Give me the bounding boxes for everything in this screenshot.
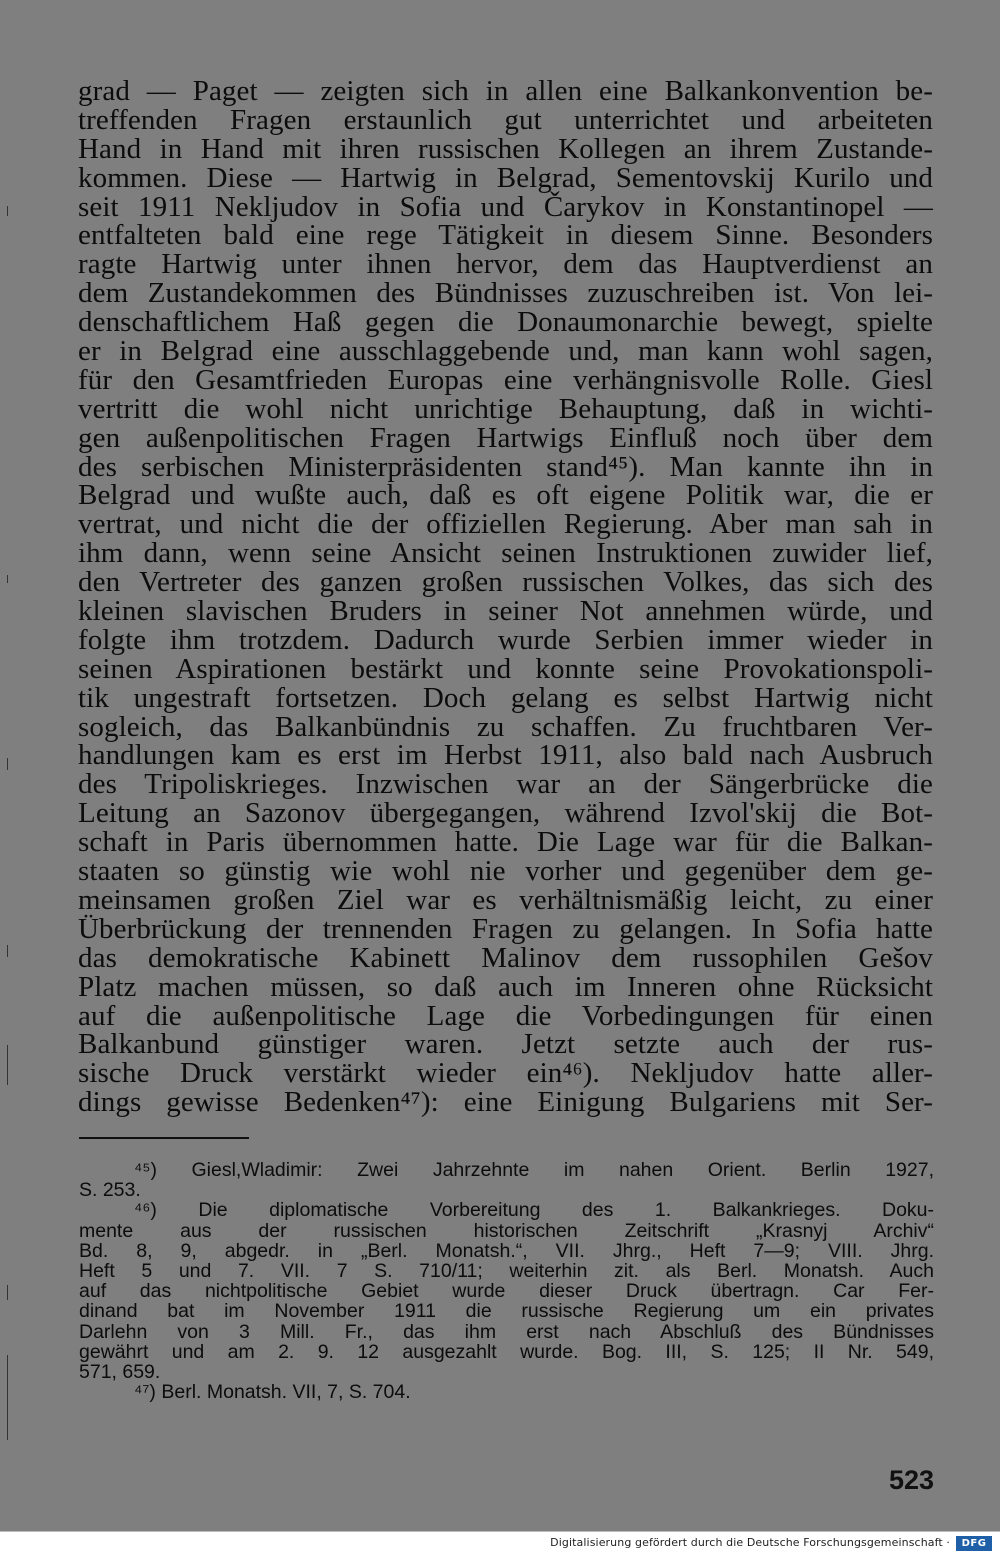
footnote-line: dinand bat im November 1911 die russische Regierung um ein privates — [79, 1300, 934, 1323]
text-line: für den Gesamtfrieden Europas eine verhängnisvolle Rolle. Giesl — [78, 363, 933, 396]
margin-mark — [7, 1285, 8, 1300]
margin-mark — [7, 575, 8, 583]
text-line: Belgrad und wußte auch, daß es oft eigene Politik war, die er — [78, 479, 933, 512]
text-line: kommen. Diese — Hartwig in Belgrad, Sementovskij Kurilo und — [78, 161, 933, 194]
text-line: treffenden Fragen erstaunlich gut unterrichtet und arbeiteten — [78, 103, 933, 136]
text-line: Hand in Hand mit ihren russischen Kollegen an ihrem Zustande- — [78, 132, 933, 165]
margin-mark — [7, 1355, 8, 1440]
text-line: Balkanbund günstiger waren. Jetzt setzte auch der rus- — [78, 1028, 933, 1061]
text-line: handlungen kam es erst im Herbst 1911, also bald nach Ausbruch — [78, 739, 933, 772]
text-line: dings gewisse Bedenken⁴⁷): eine Einigung Bulgariens mit Ser- — [78, 1086, 933, 1119]
margin-mark — [7, 758, 8, 770]
text-line: ihm dann, wenn seine Ansicht seinen Instruktionen zuwider lief, — [78, 537, 933, 570]
text-line: vertrat, und nicht die der offiziellen Regierung. Aber man sah in — [78, 508, 933, 541]
text-line: Platz machen müssen, so daß auch im Inneren ohne Rücksicht — [78, 970, 933, 1003]
text-line: Überbrückung der trennenden Fragen zu gelangen. In Sofia hatte — [78, 912, 933, 945]
text-line: schaft in Paris übernommen hatte. Die Lage war für die Balkan- — [78, 826, 933, 859]
text-line: grad — Paget — zeigten sich in allen eine Balkankonvention be- — [78, 75, 933, 107]
footnote-line: S. 253. — [79, 1179, 141, 1202]
text-line: sogleich, das Balkanbündnis zu schaffen. Zu fruchtbaren Ver- — [78, 710, 933, 743]
footnote-line: Bd. 8, 9, abgedr. in „Berl. Monatsh.“, VII. Jhrg., Heft 7—9; VIII. Jhrg. — [79, 1239, 934, 1262]
footnote-line: 571, 659. — [79, 1360, 161, 1383]
text-line: Leitung an Sazonov übergegangen, während Izvol'skij die Bot- — [78, 797, 933, 830]
text-line: auf die außenpolitische Lage die Vorbedingungen für einen — [78, 999, 933, 1032]
footnote-separator — [79, 1137, 249, 1139]
text-line: kleinen slavischen Bruders in seiner Not annehmen würde, und — [78, 595, 933, 628]
text-line: des serbischen Ministerpräsidenten stand⁴⁵). Man kannte ihn in — [78, 450, 933, 483]
footnote-line: ⁴⁶) Die diplomatische Vorbereitung des 1. Balkankrieges. Doku- — [134, 1199, 934, 1222]
text-line: staaten so günstig wie wohl nie vorher und gegenüber dem ge- — [78, 855, 933, 888]
footnote-line: mente aus der russischen historischen Zeitschrift „Krasnyj Archiv“ — [79, 1219, 934, 1242]
text-line: seinen Aspirationen bestärkt und konnte seine Provokationspoli- — [78, 652, 933, 685]
text-line: folgte ihm trotzdem. Dadurch wurde Serbien immer wieder in — [78, 623, 933, 656]
digitization-footer — [0, 1531, 1000, 1556]
page-number: 523 — [888, 1465, 934, 1495]
text-line: vertritt die wohl nicht unrichtige Behauptung, daß in wichti- — [78, 392, 933, 425]
footer-credit: Digitalisierung gefördert durch die Deutsche Forschungsgemeinschaft · — [550, 1536, 950, 1549]
text-line: dem Zustandekommen des Bündnisses zuzuschreiben ist. Von lei- — [78, 277, 933, 310]
text-line: den Vertreter des ganzen großen russischen Volkes, das sich des — [78, 566, 933, 599]
footnote-line: Darlehn von 3 Mill. Fr., das ihm erst nach Abschluß des Bündnisses — [79, 1320, 934, 1343]
text-line: seit 1911 Nekljudov in Sofia und Čarykov in Konstantinopel — — [78, 190, 933, 223]
text-line: meinsamen großen Ziel war es verhältnismäßig leicht, zu einer — [78, 883, 933, 916]
main-text — [78, 77, 933, 1117]
margin-mark — [7, 945, 8, 957]
footnote-line: ⁴⁷) Berl. Monatsh. VII, 7, S. 704. — [134, 1381, 411, 1404]
margin-mark — [7, 1045, 8, 1085]
dfg-logo[interactable]: DFG — [956, 1536, 992, 1551]
text-line: tik ungestraft fortsetzen. Doch gelang es selbst Hartwig nicht — [78, 681, 933, 714]
margin-mark — [7, 206, 8, 216]
text-line: gen außenpolitischen Fragen Hartwigs Einfluß noch über dem — [78, 421, 933, 454]
text-line: ragte Hartwig unter ihnen hervor, dem das Hauptverdienst an — [78, 248, 933, 281]
footnote-line: gewährt und am 2. 9. 12 ausgezahlt wurde. Bog. III, S. 125; II Nr. 549, — [79, 1340, 934, 1363]
text-line: das demokratische Kabinett Malinov dem russophilen Gešov — [78, 941, 933, 974]
text-line: entfalteten bald eine rege Tätigkeit in diesem Sinne. Besonders — [78, 219, 933, 252]
text-line: des Tripoliskrieges. Inzwischen war an der Sängerbrücke die — [78, 768, 933, 801]
footnote-line: auf das nichtpolitische Gebiet wurde dieser Druck übertragn. Car Fer- — [79, 1280, 934, 1303]
footnotes — [79, 1160, 934, 1402]
text-line: sische Druck verstärkt wieder ein⁴⁶). Nekljudov hatte aller- — [78, 1057, 933, 1090]
text-line: er in Belgrad eine ausschlaggebende und, man kann wohl sagen, — [78, 335, 933, 368]
footnote-line: ⁴⁵) Giesl,Wladimir: Zwei Jahrzehnte im nahen Orient. Berlin 1927, — [134, 1159, 934, 1181]
text-line: denschaftlichem Haß gegen die Donaumonarchie bewegt, spielte — [78, 306, 933, 339]
footnote-line: Heft 5 und 7. VII. 7 S. 710/11; weiterhin zit. als Berl. Monatsh. Auch — [79, 1259, 934, 1282]
